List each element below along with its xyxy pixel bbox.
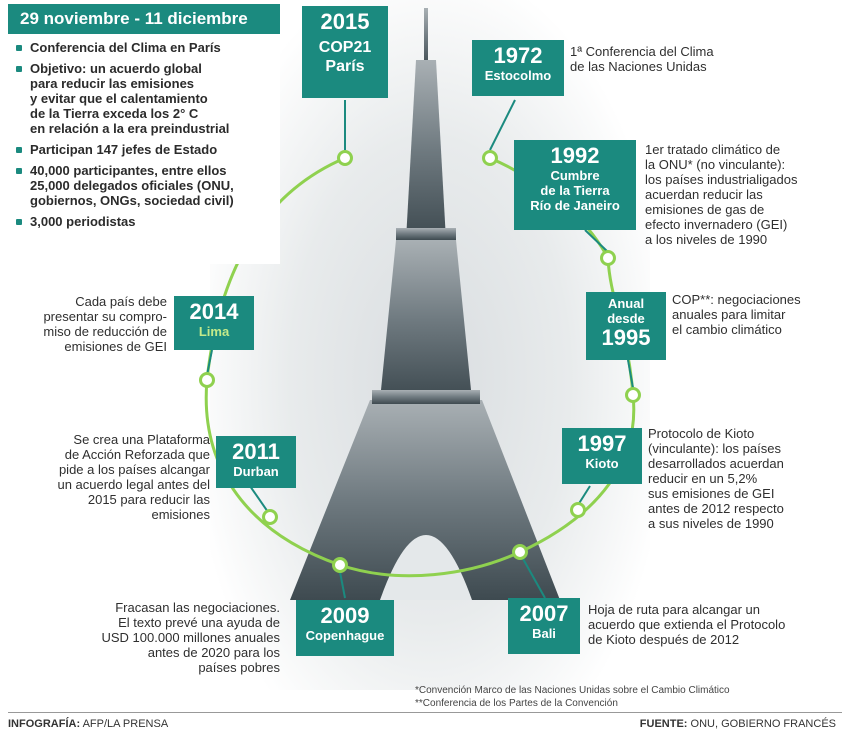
event-2007-box bbox=[508, 598, 580, 654]
event-year: 1992 bbox=[550, 143, 600, 168]
event-year: 2014 bbox=[189, 299, 239, 324]
event-place: Copenhague bbox=[305, 628, 385, 643]
event-year: 1972 bbox=[493, 43, 543, 68]
event-place: Durban bbox=[233, 464, 279, 479]
bullet-icon bbox=[16, 147, 22, 153]
source-credit: FUENTE: ONU, GOBIERNO FRANCÉS bbox=[639, 718, 836, 730]
event-2015-box bbox=[302, 6, 388, 98]
footer-divider bbox=[8, 712, 842, 713]
event-2014-box bbox=[174, 296, 254, 350]
event-2009-desc: Fracasan las negociaciones. El texto prevé una ayuda de USD 100.000 millones anuales antes de 2020 para los países pobres bbox=[101, 600, 280, 675]
event-2009-box bbox=[296, 600, 394, 656]
event-1995-desc: COP**: negociaciones anuales para limitar el cambio climático bbox=[672, 292, 801, 337]
infografia-credit: INFOGRAFÍA: AFP/LA PRENSA bbox=[8, 718, 169, 730]
event-label: Anual desde bbox=[607, 296, 645, 326]
summit-info-box bbox=[8, 4, 280, 264]
event-year: 1997 bbox=[577, 431, 627, 456]
event-year: 1995 bbox=[601, 325, 651, 350]
event-1992-box bbox=[514, 140, 636, 230]
event-year: 2007 bbox=[519, 601, 569, 626]
bullet-icon bbox=[16, 45, 22, 51]
event-2011-desc: Se crea una Plataforma de Acción Reforzada que pide a los países alcangar un acuerdo legal antes del 2015 para reducir las emisiones bbox=[57, 432, 210, 522]
event-1995-box bbox=[586, 292, 666, 360]
info-list bbox=[8, 40, 280, 229]
info-item: 3,000 periodistas bbox=[16, 214, 280, 229]
info-item: Conferencia del Clima en París bbox=[16, 40, 280, 55]
event-place: Bali bbox=[532, 626, 556, 641]
bullet-icon bbox=[16, 66, 22, 72]
info-item: Objetivo: un acuerdo global para reducir las emisiones y evitar que el calentamiento de la Tierra exceda los 2° C en relación a la era preindustrial bbox=[16, 61, 280, 136]
event-place: Lima bbox=[198, 324, 230, 339]
event-2007-desc: Hoja de ruta para alcangar un acuerdo que extienda el Protocolo de Kioto después de 2012 bbox=[588, 602, 786, 647]
event-year: 2011 bbox=[232, 439, 280, 464]
event-1997-box bbox=[562, 428, 642, 484]
dates-header: 29 noviembre - 11 diciembre bbox=[8, 4, 280, 34]
event-place: COP21 París bbox=[318, 39, 372, 75]
footnotes: *Convención Marco de las Naciones Unidas sobre el Cambio Climático **Conferencia de los Partes de la Convención bbox=[415, 685, 730, 709]
event-2014-desc: Cada país debe presentar su compro- miso de reducción de emisiones de GEI bbox=[43, 294, 167, 354]
event-2011-box bbox=[216, 436, 296, 488]
bullet-icon bbox=[16, 219, 22, 225]
event-year: 2009 bbox=[320, 603, 370, 628]
info-item: 40,000 participantes, entre ellos 25,000 delegados oficiales (ONU, gobiernos, ONGs, sociedad civil) bbox=[16, 163, 280, 208]
event-place: Cumbre de la Tierra Río de Janeiro bbox=[530, 168, 620, 213]
event-place: Kioto bbox=[585, 456, 619, 471]
event-year: 2015 bbox=[320, 9, 370, 34]
bullet-icon bbox=[16, 168, 22, 174]
event-1997-desc: Protocolo de Kioto (vinculante): los países desarrollados acuerdan reducir en un 5,2% sus emisiones de GEI antes de 2012 respecto a sus niveles de 1990 bbox=[648, 426, 784, 531]
event-place: Estocolmo bbox=[484, 68, 552, 83]
event-1972-box bbox=[472, 40, 564, 96]
event-1992-desc: 1er tratado climático de la ONU* (no vinculante): los países industrialigados acuerdan reducir las emisiones de gas de efecto invernadero (GEI) a los niveles de 1990 bbox=[645, 142, 798, 247]
event-1972-desc: 1ª Conferencia del Clima de las Naciones Unidas bbox=[570, 44, 714, 74]
info-item: Participan 147 jefes de Estado bbox=[16, 142, 280, 157]
